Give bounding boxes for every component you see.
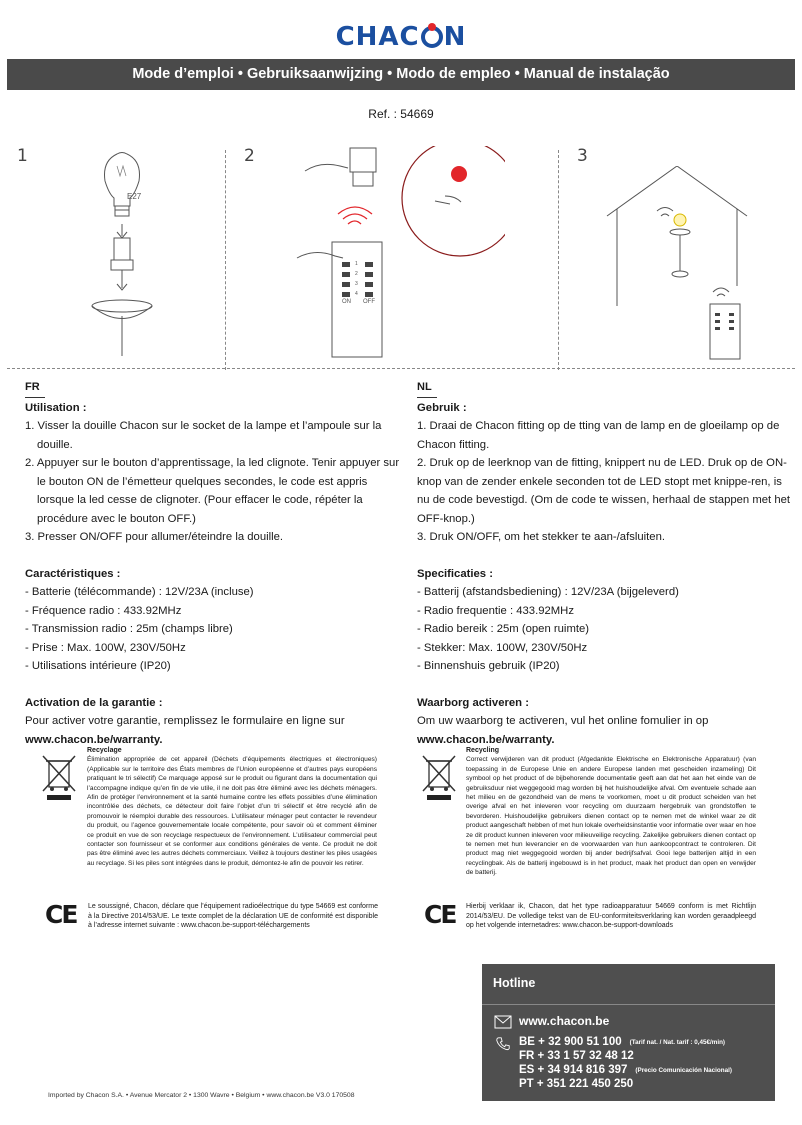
fr-warranty-title: Activation de la garantie : xyxy=(25,696,163,709)
illustration-strip xyxy=(7,146,795,366)
nl-spec-1: - Batterij (afstandsbediening) : 12V/23A (bijgeleverd) xyxy=(417,586,679,598)
nl-warranty-text: Om uw waarborg te activeren, vul het online fomulier in op xyxy=(417,715,709,727)
fr-ce-declaration: Le soussigné, Chacon, déclare que l’équipement radioélectrique du type 54669 est conforme à la Directive 2014/53/UE. Le texte complet de la déclaration UE de conformité est disponible à l’adresse internet suivante : www.chacon.be-support-téléchargements xyxy=(88,903,378,929)
fr-recycling-text: Élimination appropriée de cet appareil (Déchets d’équipements électriques et électroniques) (Applicable sur le territoire des États membres de l’Union européenne et d’autres pays européens pratiquant le tri sélectif) Ce marquage apposé sur le produit ou figurant dans la documentation qui l’accompagne indique qu’en fin de vie utile, il ne doit pas être éliminé avec les déchets ménagers. Afin de protéger l’environnement et la santé humaine contre les effets possibles d’une élimination incontrôlée des déchets, ce détecteur doit faire l’objet d’un tri sélectif et être recyclé afin de promouvoir le réemploi durable des ressources. L’utilisateur ménager peut contacter le revendeur du produit, ou l’agence gouvernementale locale compétente, pour savoir où et comment éliminer ce produit en vue de son recyclage respectueux de l’environnement. L’utilisateur commercial peut contacter son fournisseur et se conformer aux conditions générales de vente. Ce produit ne doit pas être éliminé avec les autres déchets commerciaux. Veillez à toujours destiner les piles usagées au recyclage. Si les piles sont intégrées dans le produit, démontez-le afin de pouvoir les retirer. xyxy=(87,756,377,867)
pairing-illustration xyxy=(285,146,505,361)
remote-off-label: OFF xyxy=(363,299,375,305)
fr-step-2: 2. Appuyer sur le bouton d’apprentissage, la led clignote. Tenir appuyer sur le bouton ON de l’émetteur quelques secondes, le code est appris lorsque la led cesse de clignoter. (Pour effacer le code, répéter la procédure avec le bouton OFF.) xyxy=(25,457,400,525)
nl-specs-title: Specificaties : xyxy=(417,567,493,580)
hotline-pt: PT + 351 221 450 250 xyxy=(519,1078,634,1090)
fr-recycling-block xyxy=(87,746,377,868)
fr-spec-3: - Transmission radio : 25m (champs libre) xyxy=(25,623,233,635)
brand-suffix: N xyxy=(443,22,467,52)
bulb-label: E27 xyxy=(127,192,142,201)
title-banner: Mode d’emploi • Gebruiksaanwijzing • Modo de empleo • Manual de instalação xyxy=(7,59,795,90)
nl-spec-3: - Radio bereik : 25m (open ruimte) xyxy=(417,623,590,635)
fr-spec-2: - Fréquence radio : 433.92MHz xyxy=(25,604,182,617)
divider-horizontal xyxy=(7,368,795,369)
hotline-be: BE + 32 900 51 100 (Tarif nat. / Nat. tarif : 0,45€/min) xyxy=(519,1036,726,1048)
reference-number: Ref. : 54669 xyxy=(368,107,434,121)
fr-spec-4: - Prise : Max. 100W, 230V/50Hz xyxy=(25,641,186,654)
nl-step-1: 1. Draai de Chacon fitting op de tting van de lamp en de gloeilamp op de Chacon fitting. xyxy=(417,420,780,451)
brand-logo xyxy=(0,22,802,52)
weee-bin-icon xyxy=(40,753,80,803)
nl-spec-5: - Binnenshuis gebruik (IP20) xyxy=(417,660,560,672)
step-number-3: 3 xyxy=(577,146,588,166)
divider-2 xyxy=(558,150,559,370)
hotline-title: Hotline xyxy=(493,976,536,990)
french-column xyxy=(25,378,405,749)
divider-1 xyxy=(225,150,226,370)
logo-mark-icon xyxy=(421,26,443,48)
nl-step-3: 3. Druk ON/OFF, om het stekker te aan-/afsluiten. xyxy=(417,531,665,543)
nl-ce-declaration: Hierbij verklaar ik, Chacon, dat het type radioapparatuur 54669 conform is met Richtlijn 2014/53/EU. De volledige tekst van de EU-conformiteitsverklaring kan worden geraadpleegd op het volgende internetadres: www.chacon.be-support-downloads xyxy=(466,903,756,929)
phone-icon xyxy=(494,1036,512,1052)
nl-recycling-text: Correct verwijderen van dit product (Afgedankte Elektrische en Elektronische Apparatuur) (van toepassing in de Europese Unie en andere Europese landen met gescheiden inzameling) Dit symbool op het product of de bijbehorende documentatie geeft aan dat het aan het einde van de gebruiksduur niet weggegooid mag worden bij het huishoudelijke afval. Om eventuele schade aan het milieu en de gezondheid van de mens te voorkomen, moet u dit product scheiden van het overige afval en het inleveren voor recycling om duurzaam hergebruik van grondstoffen te bevorderen. Huishoudelijke gebruikers dienen contact op te nemen met de winkel waar ze dit product aangeschaft hebben of met hun lokale overheidsinstantie voor informatie over waar en hoe ze dit product kunnen inleveren voor milieuveilige recycling. Zakelijke gebruikers dienen contact op te nemen met hun leverancier en de voorwaarden van hun aankoopcontract te controleren. Dit product mag niet weggegooid worden bij ander bedrijfsafval. Gooi lege batterijen altijd in een recyclingbak. Als de batterij ingebouwd is in het product, maak het product dan open en verwijder de batterij. xyxy=(466,756,756,877)
step-number-2: 2 xyxy=(244,146,255,166)
hotline-fr: FR + 33 1 57 32 48 12 xyxy=(519,1050,634,1062)
fr-spec-1: - Batterie (télécommande) : 12V/23A (incluse) xyxy=(25,586,254,598)
remote-btn-1: 1 xyxy=(355,261,358,267)
remote-btn-4: 4 xyxy=(355,291,358,297)
fr-warranty-text: Pour activer votre garantie, remplissez le formulaire en ligne sur xyxy=(25,715,345,727)
envelope-icon xyxy=(494,1014,512,1030)
fr-spec-5: - Utilisations intérieure (IP20) xyxy=(25,660,171,672)
hotline-divider xyxy=(482,1004,775,1005)
step-number-1: 1 xyxy=(17,146,28,166)
hotline-website[interactable]: www.chacon.be xyxy=(519,1014,610,1028)
nl-spec-2: - Radio frequentie : 433.92MHz xyxy=(417,604,574,617)
fr-warranty-link[interactable]: www.chacon.be/warranty. xyxy=(25,733,163,746)
lang-label-nl: NL xyxy=(417,378,437,398)
nl-usage-title: Gebruik : xyxy=(417,401,467,414)
fr-usage-title: Utilisation : xyxy=(25,401,87,414)
fr-step-1: 1. Visser la douille Chacon sur le socket de la lampe et l’ampoule sur la douille. xyxy=(25,420,382,451)
nl-recycling-title: Recycling xyxy=(466,747,500,754)
brand-prefix: CHAC xyxy=(335,22,420,52)
nl-warranty-title: Waarborg activeren : xyxy=(417,696,529,709)
house-usage-illustration xyxy=(597,166,757,361)
remote-btn-3: 3 xyxy=(355,281,358,287)
fr-specs-title: Caractéristiques : xyxy=(25,567,121,580)
dutch-column xyxy=(417,378,797,749)
lang-label-fr: FR xyxy=(25,378,45,398)
nl-warranty-link[interactable]: www.chacon.be/warranty. xyxy=(417,733,555,746)
weee-bin-icon-nl xyxy=(420,753,460,803)
remote-on-label: ON xyxy=(342,299,351,305)
ce-mark-icon: CE xyxy=(45,900,77,929)
hotline-box xyxy=(482,964,775,1101)
bulb-socket-lamp-illustration xyxy=(87,146,167,361)
importer-footer: Imported by Chacon S.A. • Avenue Mercator 2 • 1300 Wavre • Belgium • www.chacon.be V3.0 170508 xyxy=(48,1092,355,1099)
remote-btn-2: 2 xyxy=(355,271,358,277)
nl-step-2: 2. Druk op de leerknop van de fitting, knippert nu de LED. Druk op de ON-knop van de zender enkele seconden tot de LED stopt met knippe-ren, is nu de code bevestigd. (Om de code te wissen, herhaal de stappen met het OFF-knop.) xyxy=(417,457,791,525)
nl-spec-4: - Stekker: Max. 100W, 230V/50Hz xyxy=(417,641,588,654)
hotline-es: ES + 34 914 816 397 (Precio Comunicación Nacional) xyxy=(519,1064,732,1076)
ce-mark-icon-nl: CE xyxy=(424,900,456,929)
fr-step-3: 3. Presser ON/OFF pour allumer/éteindre la douille. xyxy=(25,531,284,543)
fr-recycling-title: Recyclage xyxy=(87,747,122,754)
nl-recycling-block xyxy=(466,746,756,878)
